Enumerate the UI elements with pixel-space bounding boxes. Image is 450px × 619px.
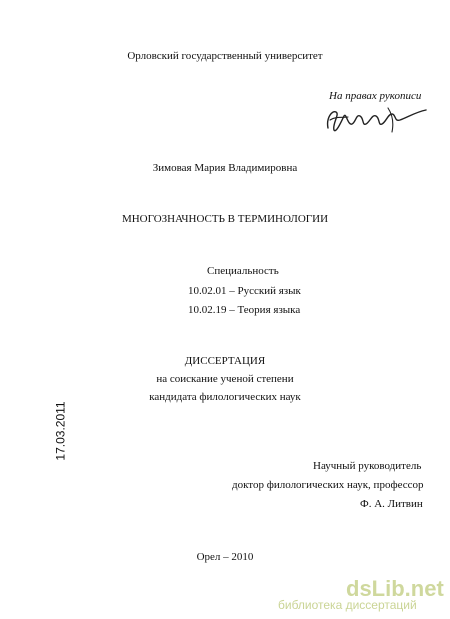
supervisor-name: Ф. А. Литвин (360, 498, 423, 510)
specialty-code-2: 10.02.19 – Теория языка (188, 304, 301, 316)
watermark-subtitle: библиотека диссертаций (278, 598, 417, 612)
specialty-code-1: 10.02.01 – Русский язык (188, 285, 301, 297)
author-name: Зимовая Мария Владимировна (152, 162, 298, 174)
manuscript-rights-note: На правах рукописи (329, 90, 422, 102)
city-year: Орел – 2010 (196, 551, 254, 563)
university-name: Орловский государственный университет (127, 50, 323, 62)
stamp-date: 17.03.2011 (53, 401, 68, 461)
degree-heading: ДИССЕРТАЦИЯ (184, 355, 266, 367)
specialty-label: Специальность (207, 265, 279, 277)
watermark-logo: dsLib.net (346, 576, 444, 601)
supervisor-rank: доктор филологических наук, профессор (232, 479, 424, 491)
handwritten-signature (322, 100, 432, 138)
dissertation-title: МНОГОЗНАЧНОСТЬ В ТЕРМИНОЛОГИИ (121, 213, 329, 225)
degree-line-2: кандидата филологических наук (149, 391, 301, 403)
supervisor-label: Научный руководитель (313, 460, 422, 472)
degree-line-1: на соискание ученой степени (156, 373, 294, 385)
library-stamp (10, 356, 68, 506)
